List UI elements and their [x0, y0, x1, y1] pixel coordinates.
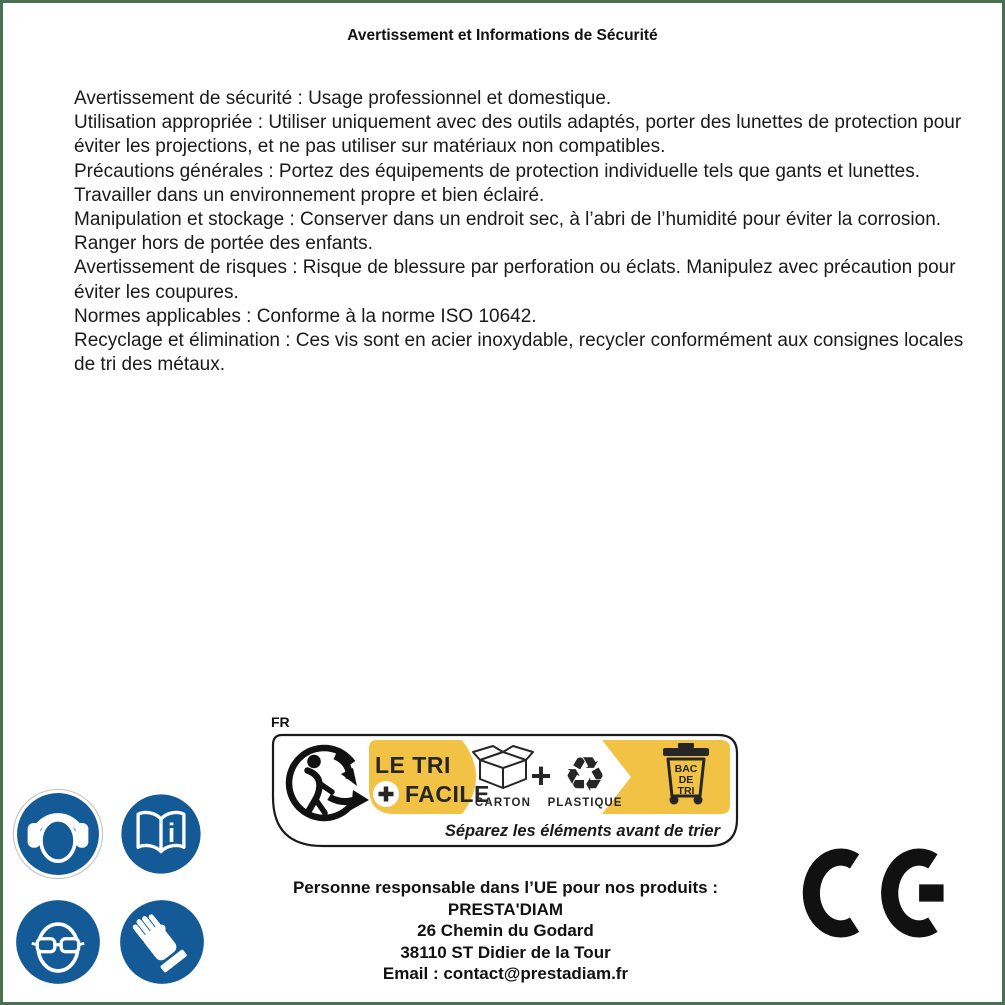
paragraph-standards: Normes applicables : Conforme à la norme ISO 10642. — [74, 305, 537, 327]
material-label-plastique: PLASTIQUE — [547, 797, 623, 809]
recycling-sorting-banner — [269, 715, 744, 854]
read-manual-icon — [117, 790, 205, 883]
country-code-label: FR — [271, 714, 290, 730]
headline-line2: FACILE — [405, 781, 490, 807]
manual-info-letter: i — [167, 817, 176, 848]
info-tri-banner-graphic — [269, 732, 742, 849]
banner-tagline: Séparez les éléments avant de trier — [444, 822, 720, 840]
company-name: PRESTA'DIAM — [447, 899, 564, 919]
paragraph-appropriate-use: Utilisation appropriée : Utiliser uniquement avec des outils adaptés, porter des lunettes de protection pour éviter les projections, et ne pas utiliser sur matériaux non compatibles. — [74, 112, 962, 158]
paragraph-recycling: Recyclage et élimination : Ces vis sont en acier inoxydable, recycler conformément aux consignes locales de tri des métaux. — [74, 330, 964, 376]
address-city: 38110 ST Didier de la Tour — [400, 942, 611, 962]
address-street: 26 Chemin du Godard — [417, 921, 594, 940]
paragraph-safety-warning: Avertissement de sécurité : Usage professionnel et domestique. — [74, 88, 612, 109]
paragraph-risk-warning: Avertissement de risques : Risque de blessure par perforation ou éclats. Manipulez avec précaution pour éviter les coupures. — [74, 257, 956, 303]
material-label-carton: CARTON — [474, 797, 532, 809]
responsible-intro: Personne responsable dans l’UE pour nos produits : — [292, 878, 719, 897]
recycling-loop-icon: ♻ — [563, 749, 607, 802]
paragraph-general-precautions: Précautions générales : Portez des équipements de protection individuelle tels que gants et lunettes. Travailler dans un environnement propre et bien éclairé. — [74, 160, 921, 206]
eu-responsible-block — [253, 877, 758, 985]
ce-marking-icon — [800, 844, 955, 947]
ear-protection-icon — [12, 788, 104, 885]
safety-text-block — [74, 87, 976, 377]
paragraph-handling-storage: Manipulation et stockage : Conserver dans un endroit sec, à l’abri de l’humidité pour éviter la corrosion. Ranger hors de portée des enfants. — [74, 209, 942, 255]
headline-line1: LE TRI — [375, 752, 451, 778]
page-title: Avertissement et Informations de Sécurité — [347, 27, 658, 44]
bin-label-line2: DE — [678, 774, 694, 786]
protective-gloves-icon — [116, 896, 208, 993]
bin-label-line1: BAC — [674, 763, 698, 775]
contact-email: Email : contact@prestadiam.fr — [382, 964, 629, 983]
eye-protection-icon — [12, 896, 104, 993]
bin-label-line3: TRI — [677, 785, 695, 797]
materials-plus: + — [530, 755, 552, 796]
